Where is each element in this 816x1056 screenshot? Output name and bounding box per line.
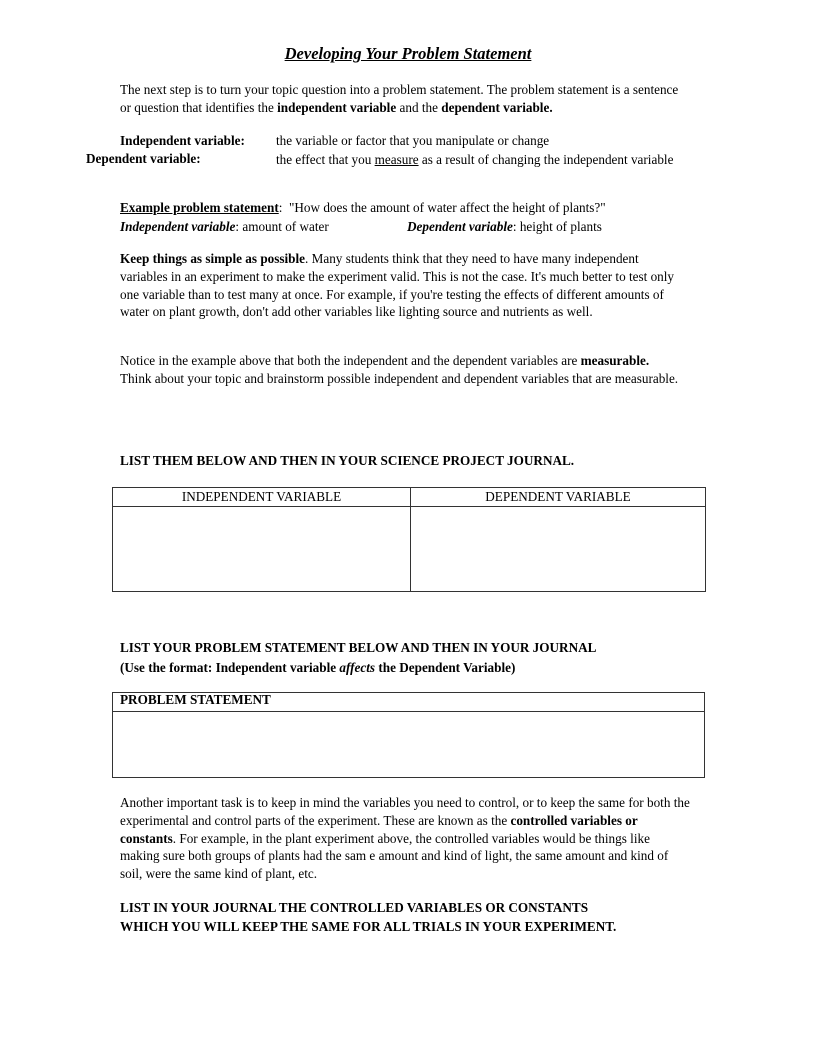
example-iv-label: Independent variable [120, 219, 236, 234]
problem-statement-format [120, 660, 515, 676]
problem-statement-heading: LIST YOUR PROBLEM STATEMENT BELOW AND THEN IN YOUR JOURNAL [120, 640, 597, 655]
notice-bold: measurable. [580, 353, 650, 368]
simple-body: . Many students think that they need to have many independent variables in an experiment to make the experiment valid. This is not the case. It's much better to test only one variable than to test many at once. For example, if you're testing the effects of different amounts of water on plant growth, don't add other variables like lighting source and nutrients as well. [120, 251, 675, 320]
example-iv-value: : amount of water [235, 219, 329, 234]
measure-word: measure [374, 152, 419, 167]
independent-variable-cell[interactable] [113, 507, 411, 592]
intro-paragraph [120, 81, 682, 117]
variables-table-row [113, 507, 706, 592]
independent-term: Independent variable: [120, 133, 245, 148]
dependent-def-rest: as a result of changing the independent variable [418, 152, 674, 167]
final-heading-line2: WHICH YOU WILL KEEP THE SAME FOR ALL TRIALS IN YOUR EXPERIMENT. [120, 919, 617, 934]
simple-lead: Keep things as simple as possible [120, 251, 306, 266]
problem-statement-box [112, 692, 705, 778]
problem-statement-field[interactable] [113, 712, 704, 778]
notice-paragraph [120, 352, 682, 388]
dependent-variable-cell[interactable] [411, 507, 706, 592]
example-label: Example problem statement [120, 200, 279, 215]
variables-table [112, 487, 706, 592]
dependent-def-text: the effect that you [276, 152, 375, 167]
controlled-rest: . For example, in the plant experiment above, the controlled variables would be things like making sure both groups of plants had the sam e amount and kind of light, the same amount and kind of soil, were the same kind of plant, etc. [120, 830, 669, 882]
intro-text: The next step is to turn your topic question into a problem statement. The problem statement is a sentence or question that identifies the [120, 82, 679, 115]
controlled-paragraph [120, 794, 692, 883]
independent-column-header: INDEPENDENT VARIABLE [113, 488, 411, 507]
final-heading-line1: LIST IN YOUR JOURNAL THE CONTROLLED VARIABLES OR CONSTANTS [120, 900, 589, 915]
controlled-text: Another important task is to keep in mind the variables you need to control, or to keep the same for both the experimental and control parts of the experiment. These are known as the [120, 795, 690, 828]
dependent-definition [276, 151, 676, 169]
example-colon: : [278, 200, 283, 215]
example-line [120, 200, 700, 216]
problem-statement-label: PROBLEM STATEMENT [113, 693, 704, 712]
format-text: (Use the format: Independent variable [120, 660, 340, 675]
simple-paragraph [120, 250, 682, 321]
example-dv [407, 219, 602, 235]
intro-and: and the [396, 99, 442, 115]
variables-table-header [113, 488, 706, 507]
example-question: "How does the amount of water affect the height of plants?" [289, 200, 606, 215]
dependent-column-header: DEPENDENT VARIABLE [411, 488, 706, 507]
format-rest: the Dependent Variable) [375, 660, 516, 675]
intro-dependent: dependent variable. [441, 99, 553, 115]
list-variables-heading: LIST THEM BELOW AND THEN IN YOUR SCIENCE PROJECT JOURNAL. [120, 453, 575, 468]
controlled-bold: controlled variables or constants [120, 812, 638, 846]
example-dv-label: Dependent variable [407, 219, 513, 234]
notice-rest: Think about your topic and brainstorm possible independent and dependent variables that are measurable. [120, 370, 679, 386]
format-affects: affects [339, 660, 376, 675]
intro-independent: independent variable [277, 99, 397, 115]
example-iv [120, 219, 329, 235]
independent-definition: the variable or factor that you manipulate or change [276, 133, 550, 148]
dependent-term: Dependent variable: [86, 151, 201, 166]
page-title: Developing Your Problem Statement [284, 44, 532, 63]
example-dv-value: : height of plants [512, 219, 602, 234]
notice-text: Notice in the example above that both the independent and the dependent variables are [120, 353, 581, 368]
